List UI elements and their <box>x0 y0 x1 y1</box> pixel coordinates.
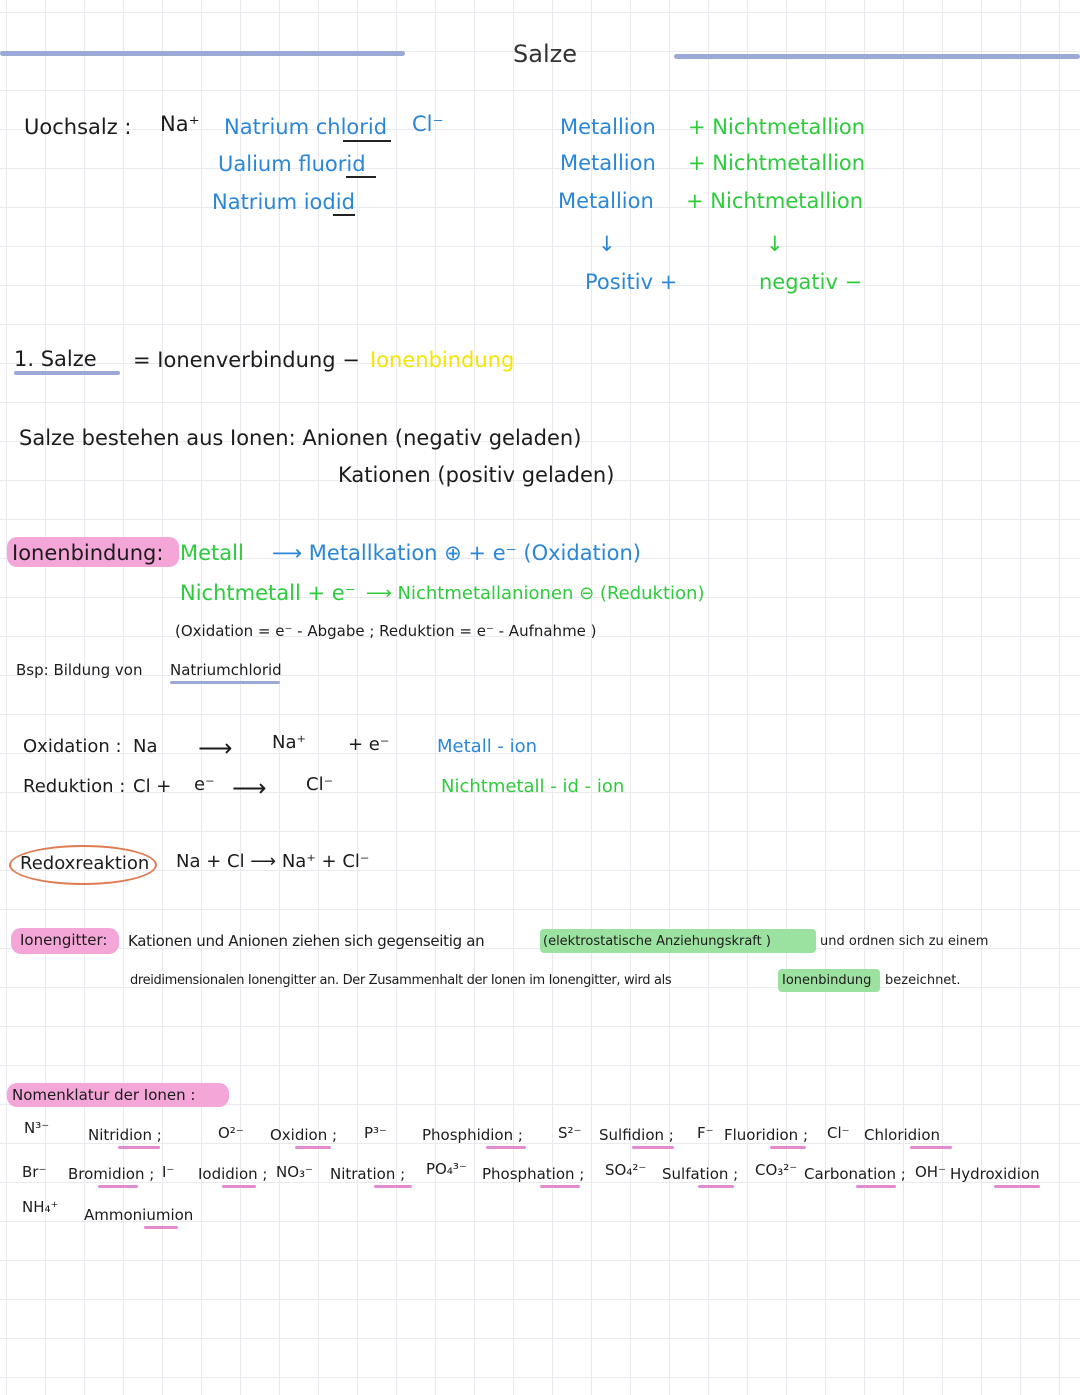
redox-label: Redoxreaktion <box>20 853 150 874</box>
nom-sym: I⁻ <box>162 1163 175 1181</box>
nom-name: Hydroxidion <box>950 1165 1040 1183</box>
ion-table-negative: negativ − <box>759 270 863 294</box>
ion-table-metal-3: Metallion <box>558 189 654 213</box>
kochsalz-line3: Natrium iodid <box>212 190 355 214</box>
nom-sym: PO₄³⁻ <box>426 1160 467 1178</box>
nom-name: Sulfation ; <box>662 1165 739 1183</box>
gitter-line2a: dreidimensionalen Ionengitter an. Der Zusammenhalt der Ionen im Ionengitter, wird als <box>130 973 672 988</box>
title-bar-left <box>0 51 405 56</box>
ionenbindung-metall-arrow: ⟶ Metallkation ⊕ + e⁻ (Oxidation) <box>272 541 641 565</box>
nom-name: Phosphation ; <box>482 1165 585 1183</box>
nom-underline <box>222 1185 256 1188</box>
gitter-line1c: und ordnen sich zu einem <box>820 934 989 949</box>
red-electron: e⁻ <box>194 774 215 795</box>
ion-table-nonmetal-3: + Nichtmetallion <box>686 189 864 213</box>
arrow-down-icon: ↓ <box>598 232 616 256</box>
ion-table-metal-2: Metallion <box>560 151 656 175</box>
nom-sym: SO₄²⁻ <box>605 1161 647 1179</box>
nom-underline <box>994 1185 1040 1188</box>
nom-underline <box>856 1185 896 1188</box>
nom-sym: O²⁻ <box>218 1124 244 1142</box>
nomenklatur-label: Nomenklatur der Ionen : <box>12 1086 196 1104</box>
nom-sym: S²⁻ <box>558 1124 582 1142</box>
nom-sym: P³⁻ <box>364 1124 387 1142</box>
salze-heading-underline <box>14 371 120 375</box>
nom-underline <box>698 1185 734 1188</box>
ion-table-metal-1: Metallion <box>560 115 656 139</box>
kochsalz-na: Na⁺ <box>160 112 200 136</box>
nom-name: Ammoniumion <box>84 1206 194 1224</box>
ionenbindung-heading: Ionenbindung: <box>12 541 164 565</box>
beispiel-subject: Natriumchlorid <box>170 661 282 679</box>
ox-label: Oxidation : <box>23 736 122 757</box>
arrow-down-icon: ↓ <box>766 232 784 256</box>
nom-underline <box>486 1146 526 1149</box>
red-lhs: Cl + <box>133 776 172 797</box>
ion-table-nonmetal-1: + Nichtmetallion <box>688 115 866 139</box>
red-arrow: ⟶ <box>232 774 267 802</box>
nom-underline <box>770 1146 806 1149</box>
nom-underline <box>374 1185 412 1188</box>
bestehen-line2: Kationen (positiv geladen) <box>338 463 615 487</box>
kochsalz-line2: Ualium fluorid <box>218 152 366 176</box>
gitter-line1b: (elektrostatische Anziehungskraft ) <box>543 934 771 949</box>
nom-underline <box>540 1185 580 1188</box>
nom-sym: NH₄⁺ <box>22 1198 59 1216</box>
nom-name: Sulfidion ; <box>599 1126 674 1144</box>
ionenbindung-note: (Oxidation = e⁻ - Abgabe ; Reduktion = e⁻ - Aufnahme ) <box>175 622 597 640</box>
nom-name: Bromidion ; <box>68 1165 155 1183</box>
kochsalz-label: Uochsalz : <box>24 115 132 139</box>
kochsalz-underline3 <box>333 214 355 216</box>
ox-electron: + e⁻ <box>348 734 390 755</box>
gitter-line1a: Kationen und Anionen ziehen sich gegenseitig an <box>128 932 485 950</box>
nom-underline <box>632 1146 674 1149</box>
nom-name: Oxidion ; <box>270 1126 338 1144</box>
ox-arrow: ⟶ <box>198 734 233 762</box>
nom-name: Phosphidion ; <box>422 1126 523 1144</box>
ox-lhs: Na <box>133 736 158 757</box>
gitter-line2b: Ionenbindung <box>782 973 872 988</box>
kochsalz-underline2 <box>346 176 376 178</box>
nom-sym: OH⁻ <box>915 1163 947 1181</box>
nom-underline <box>295 1146 331 1149</box>
nom-sym: F⁻ <box>697 1124 714 1142</box>
nom-sym: NO₃⁻ <box>276 1163 313 1181</box>
nom-name: Chloridion <box>864 1126 941 1144</box>
nom-sym: N³⁻ <box>24 1119 50 1137</box>
nichtmetall-ion: Nichtmetall - id - ion <box>441 776 625 797</box>
red-rhs: Cl⁻ <box>306 774 334 795</box>
beispiel-underline <box>170 681 280 684</box>
red-label: Reduktion : <box>23 776 126 797</box>
page-title: Salze <box>513 40 577 68</box>
ion-table-positive: Positiv + <box>585 270 678 294</box>
ionenbindung-nichtmetall-arrow: ⟶ Nichtmetallanionen ⊖ (Reduktion) <box>366 583 705 604</box>
salze-equals: = Ionenverbindung − <box>133 348 360 372</box>
nom-underline <box>118 1146 160 1149</box>
ionenbindung-metall: Metall <box>180 541 244 565</box>
kochsalz-line1: Natrium chlorid <box>224 115 388 139</box>
metall-ion: Metall - ion <box>437 736 538 757</box>
gitter-line2c: bezeichnet. <box>885 973 961 988</box>
redox-equation: Na + Cl ⟶ Na⁺ + Cl⁻ <box>176 851 370 872</box>
bestehen-line1: Salze bestehen aus Ionen: Anionen (negativ geladen) <box>19 426 582 450</box>
nom-name: Fluoridion ; <box>724 1126 809 1144</box>
nom-name: Iodidion ; <box>198 1165 268 1183</box>
ionenbindung-nichtmetall: Nichtmetall + e⁻ <box>180 581 356 605</box>
nom-name: Nitration ; <box>330 1165 406 1183</box>
nom-underline <box>910 1146 952 1149</box>
ion-table-nonmetal-2: + Nichtmetallion <box>688 151 866 175</box>
beispiel-prefix: Bsp: Bildung von <box>16 661 143 679</box>
salze-heading: 1. Salze <box>14 347 97 371</box>
ox-rhs: Na⁺ <box>272 732 306 753</box>
nom-sym: Cl⁻ <box>827 1124 850 1142</box>
gitter-label: Ionengitter: <box>20 931 108 949</box>
kochsalz-underline1 <box>343 140 391 142</box>
salze-ionenbindung: Ionenbindung <box>370 348 515 372</box>
nom-sym: Br⁻ <box>22 1163 47 1181</box>
title-bar-right <box>674 54 1080 59</box>
nom-sym: CO₃²⁻ <box>755 1161 798 1179</box>
kochsalz-cl: Cl⁻ <box>412 112 444 136</box>
nom-underline <box>144 1226 178 1229</box>
nom-name: Carbonation ; <box>804 1165 906 1183</box>
nom-underline <box>98 1185 138 1188</box>
nom-name: Nitridion ; <box>88 1126 162 1144</box>
